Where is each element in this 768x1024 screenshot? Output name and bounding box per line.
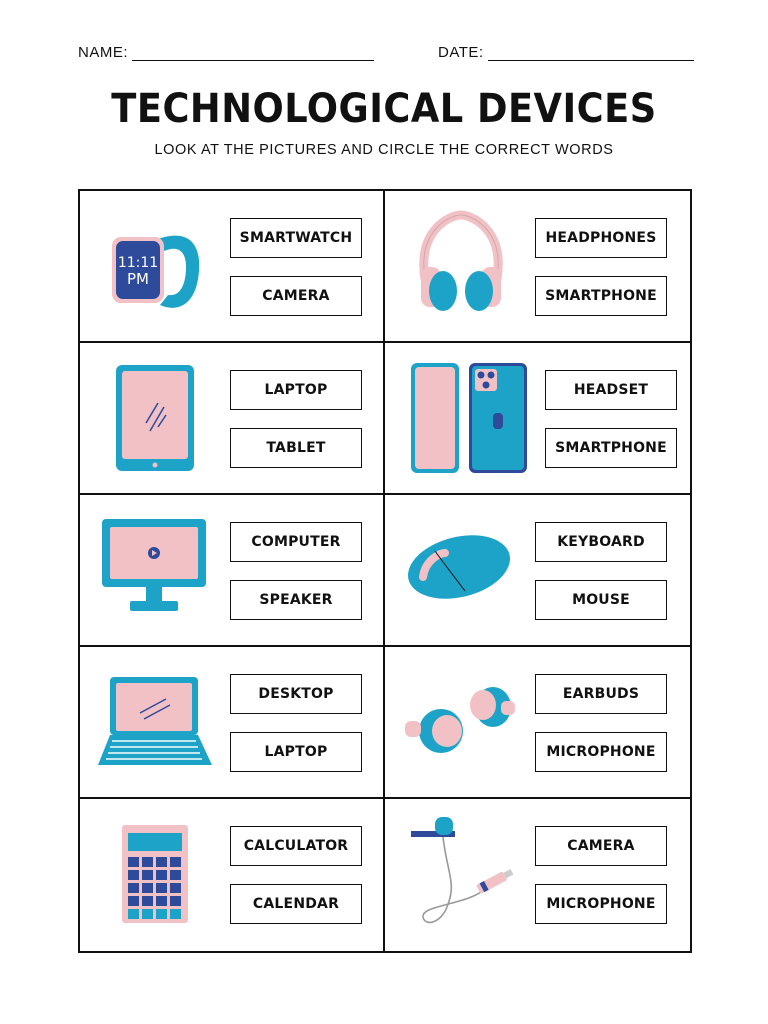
worksheet-grid [78, 189, 692, 953]
option-calculator[interactable]: CALCULATOR [230, 826, 362, 866]
item-cell [80, 799, 385, 951]
tablet-icon [112, 361, 198, 475]
option-desktop[interactable]: DESKTOP [230, 674, 362, 714]
name-label: NAME: [78, 44, 129, 61]
item-cell [385, 647, 690, 799]
calculator-key [156, 909, 167, 919]
smartphone-icon [405, 359, 531, 477]
watch-time-hours: 11:11 [117, 255, 159, 271]
option-camera[interactable]: CAMERA [535, 826, 667, 866]
calculator-key [156, 857, 167, 867]
calculator-key [156, 883, 167, 893]
item-cell [385, 191, 690, 343]
option-laptop[interactable]: LAPTOP [230, 370, 362, 410]
item-cell [385, 799, 690, 951]
calculator-key [142, 870, 153, 880]
smartwatch-icon [98, 209, 208, 319]
calculator-key [142, 896, 153, 906]
item-cell [80, 647, 385, 799]
calculator-key [128, 909, 139, 919]
lavalier-microphone-icon [407, 813, 519, 935]
option-calendar[interactable]: CALENDAR [230, 884, 362, 924]
calculator-key [128, 896, 139, 906]
watch-time-ampm: PM [127, 270, 149, 288]
calculator-key [128, 883, 139, 893]
option-microphone[interactable]: MICROPHONE [535, 884, 667, 924]
calculator-key [170, 870, 181, 880]
instructions: LOOK AT THE PICTURES AND CIRCLE THE CORRECT WORDS [154, 142, 614, 158]
calculator-key [170, 896, 181, 906]
option-laptop[interactable]: LAPTOP [230, 732, 362, 772]
name-field[interactable] [78, 44, 374, 61]
calculator-key [156, 870, 167, 880]
option-headphones[interactable]: HEADPHONES [535, 218, 667, 258]
option-speaker[interactable]: SPEAKER [230, 580, 362, 620]
option-smartphone[interactable]: SMARTPHONE [535, 276, 667, 316]
option-headset[interactable]: HEADSET [545, 370, 677, 410]
item-cell [80, 343, 385, 495]
option-earbuds[interactable]: EARBUDS [535, 674, 667, 714]
calculator-icon [120, 823, 190, 925]
computer-monitor-icon [98, 515, 210, 617]
option-camera[interactable]: CAMERA [230, 276, 362, 316]
item-cell [80, 191, 385, 343]
calculator-key [128, 870, 139, 880]
option-computer[interactable]: COMPUTER [230, 522, 362, 562]
laptop-icon [96, 673, 216, 771]
headphones-icon [411, 209, 511, 319]
calculator-key [170, 883, 181, 893]
calculator-key [142, 857, 153, 867]
calculator-key [170, 857, 181, 867]
earbuds-icon [401, 681, 519, 761]
page-title: TECHNOLOGICAL DEVICES [111, 86, 657, 132]
mouse-icon [405, 531, 515, 605]
calculator-key [156, 896, 167, 906]
calculator-key [128, 857, 139, 867]
date-field[interactable] [438, 44, 694, 61]
item-cell [80, 495, 385, 647]
option-microphone[interactable]: MICROPHONE [535, 732, 667, 772]
calculator-key [142, 883, 153, 893]
item-cell [385, 495, 690, 647]
date-line[interactable] [488, 46, 694, 61]
date-label: DATE: [438, 44, 484, 61]
item-cell [385, 343, 690, 495]
option-smartwatch[interactable]: SMARTWATCH [230, 218, 362, 258]
name-line[interactable] [132, 46, 374, 61]
option-mouse[interactable]: MOUSE [535, 580, 667, 620]
calculator-key [142, 909, 153, 919]
calculator-key [170, 909, 181, 919]
option-smartphone[interactable]: SMARTPHONE [545, 428, 677, 468]
option-keyboard[interactable]: KEYBOARD [535, 522, 667, 562]
option-tablet[interactable]: TABLET [230, 428, 362, 468]
